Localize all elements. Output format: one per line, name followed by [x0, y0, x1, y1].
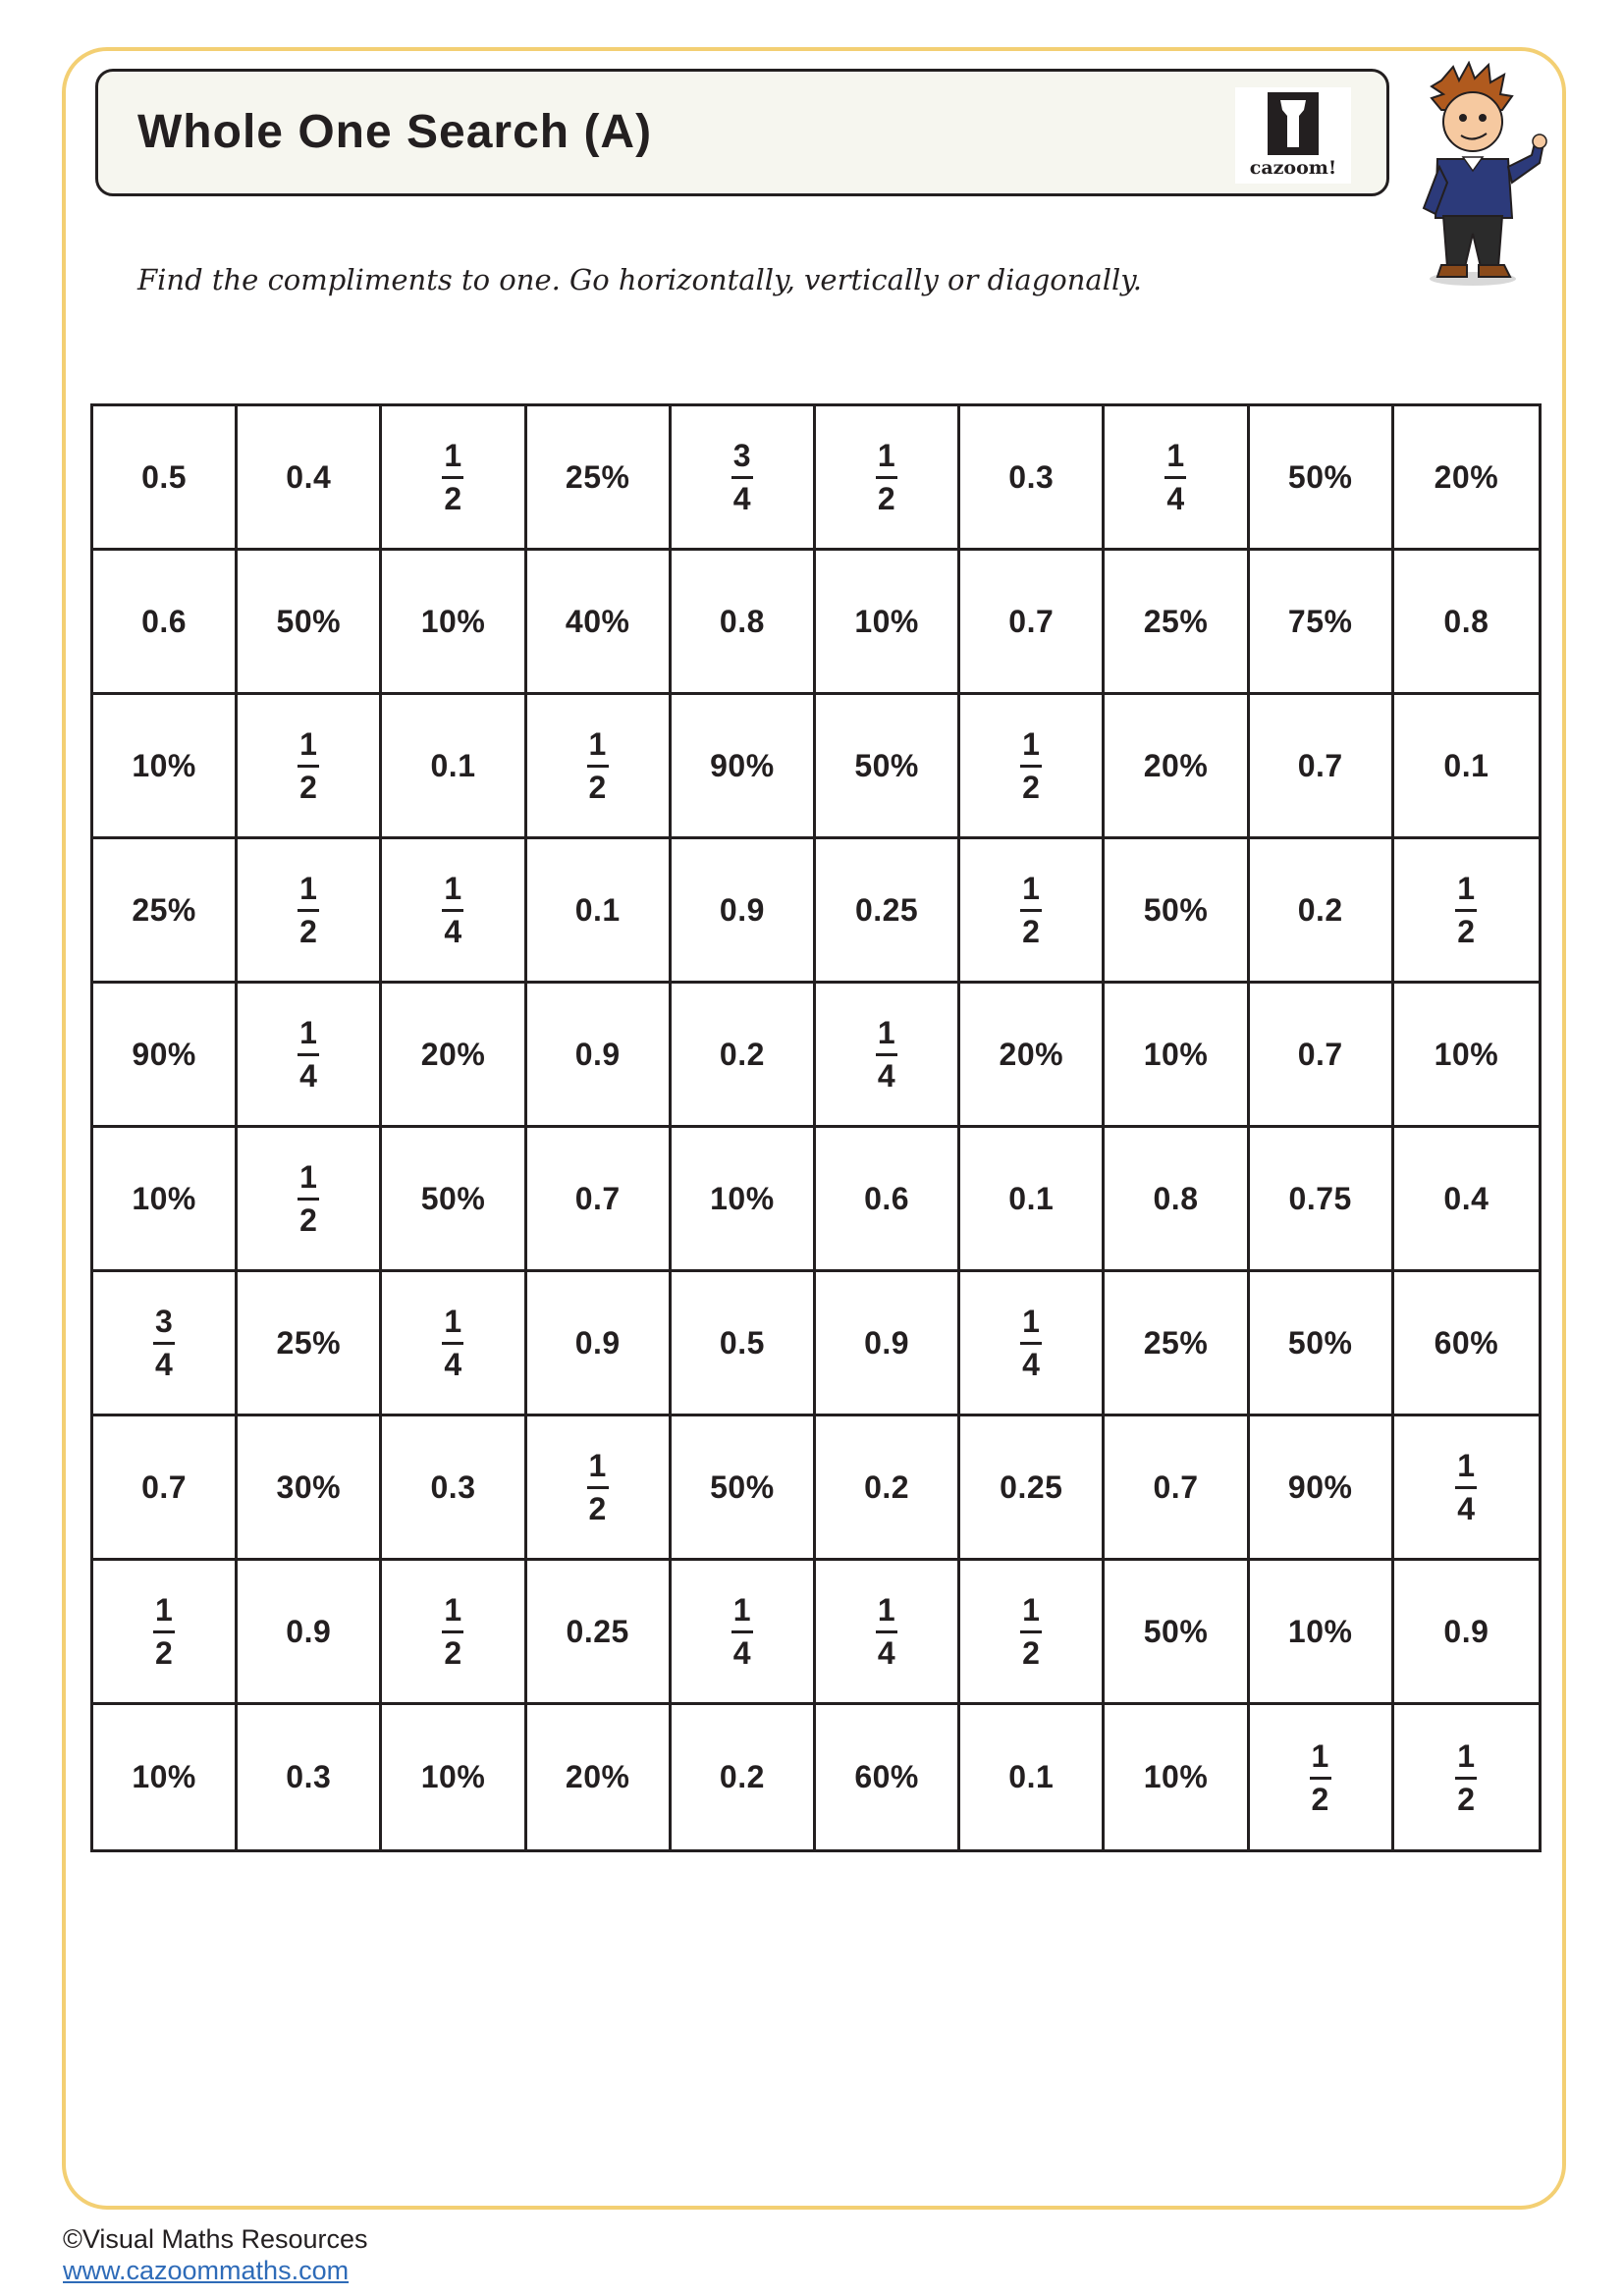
fraction-bar: [587, 765, 609, 768]
fraction-bar: [298, 1053, 319, 1056]
cell-value: 0.8: [1153, 1180, 1199, 1216]
grid-cell[interactable]: [960, 1128, 1105, 1272]
fraction-bar: [442, 476, 463, 479]
grid-cell[interactable]: [672, 695, 816, 839]
fraction-numerator: 1: [588, 726, 607, 762]
fraction-denominator: 2: [1022, 1635, 1041, 1671]
cell-value: 0.1: [1008, 1180, 1055, 1216]
cell-value: 10%: [710, 1180, 775, 1216]
cell-value: 0.7: [1153, 1468, 1199, 1505]
cell-value: 0.9: [864, 1324, 910, 1361]
grid-cell[interactable]: [816, 984, 960, 1128]
cell-value: 50%: [1287, 1324, 1353, 1361]
cell-value: 25%: [1143, 1324, 1209, 1361]
grid-cell[interactable]: [238, 551, 382, 695]
cell-value: 0.2: [719, 1036, 765, 1072]
cell-value: 0.3: [1008, 458, 1055, 495]
cell-value: 50%: [854, 747, 919, 783]
grid-cell[interactable]: [1105, 1272, 1249, 1416]
grid-cell[interactable]: [527, 551, 672, 695]
grid-cell[interactable]: [816, 551, 960, 695]
fraction-numerator: 3: [732, 438, 752, 473]
cell-value: 0.9: [286, 1613, 332, 1649]
grid-cell[interactable]: [960, 406, 1105, 551]
cell-value: 0.7: [141, 1468, 188, 1505]
cell-value: 0.4: [1443, 1180, 1489, 1216]
grid-cell[interactable]: [382, 406, 526, 551]
grid-cell[interactable]: [527, 1705, 672, 1849]
fraction-denominator: 2: [299, 770, 318, 805]
fraction-numerator: 1: [1022, 1592, 1041, 1628]
cell-value: 0.5: [719, 1324, 765, 1361]
grid-cell[interactable]: [672, 984, 816, 1128]
grid-cell[interactable]: [1250, 839, 1394, 984]
cell-value: 0.1: [1008, 1759, 1055, 1794]
fraction-bar: [1455, 1486, 1477, 1489]
cell-value: 0.8: [1443, 603, 1489, 639]
grid-cell[interactable]: [93, 1705, 238, 1849]
grid-cell[interactable]: [382, 839, 526, 984]
cell-value: 10%: [1143, 1036, 1209, 1072]
grid-cell[interactable]: [238, 695, 382, 839]
fraction-numerator: 1: [444, 1592, 462, 1628]
cell-value: 0.25: [1000, 1468, 1063, 1505]
grid-cell[interactable]: [527, 1128, 672, 1272]
fraction-numerator: 1: [1022, 1304, 1041, 1339]
fraction-denominator: 2: [877, 481, 896, 516]
cell-value: 60%: [1434, 1324, 1499, 1361]
fraction: [442, 1594, 463, 1669]
fraction-denominator: 2: [1311, 1781, 1329, 1817]
fraction: [1020, 1306, 1042, 1380]
fraction-bar: [442, 909, 463, 912]
fraction: [298, 873, 319, 947]
fraction-denominator: 2: [444, 1635, 462, 1671]
fraction: [153, 1306, 175, 1380]
fraction: [298, 1017, 319, 1092]
grid-cell[interactable]: [93, 1561, 238, 1705]
cell-value: 50%: [1143, 891, 1209, 928]
fraction-bar: [153, 1630, 175, 1633]
grid-cell[interactable]: [672, 551, 816, 695]
fraction-bar: [298, 1198, 319, 1201]
cell-value: 10%: [1434, 1036, 1499, 1072]
cell-value: 90%: [710, 747, 775, 783]
grid-cell[interactable]: [93, 551, 238, 695]
fraction: [876, 1017, 897, 1092]
grid-cell[interactable]: [93, 695, 238, 839]
cell-value: 25%: [132, 891, 196, 928]
grid-cell[interactable]: [1250, 1128, 1394, 1272]
grid-cell[interactable]: [1250, 1272, 1394, 1416]
fraction: [876, 1594, 897, 1669]
cell-value: 50%: [710, 1468, 775, 1505]
fraction-bar: [876, 1630, 897, 1633]
grid-cell[interactable]: [527, 1272, 672, 1416]
fraction-denominator: 4: [444, 1347, 462, 1382]
grid-cell[interactable]: [1394, 1416, 1539, 1561]
cell-value: 40%: [565, 603, 630, 639]
cell-value: 0.1: [430, 747, 476, 783]
grid-cell[interactable]: [672, 1416, 816, 1561]
cell-value: 10%: [420, 1759, 486, 1794]
fraction-denominator: 4: [444, 914, 462, 949]
fraction-numerator: 1: [444, 871, 462, 906]
grid-cell[interactable]: [238, 1416, 382, 1561]
fraction-numerator: 1: [877, 1592, 896, 1628]
grid-cell[interactable]: [382, 551, 526, 695]
grid-cell[interactable]: [816, 1416, 960, 1561]
grid-cell[interactable]: [527, 839, 672, 984]
grid-cell[interactable]: [1105, 1128, 1249, 1272]
cell-value: 75%: [1287, 603, 1353, 639]
grid-cell[interactable]: [93, 984, 238, 1128]
fraction-numerator: 1: [877, 1015, 896, 1050]
cell-value: 20%: [565, 1759, 630, 1794]
cell-value: 0.7: [574, 1180, 621, 1216]
grid-cell[interactable]: [527, 1561, 672, 1705]
fraction-numerator: 1: [299, 1015, 318, 1050]
grid-cell[interactable]: [816, 839, 960, 984]
grid-cell[interactable]: [238, 406, 382, 551]
grid-cell[interactable]: [672, 1128, 816, 1272]
grid-cell[interactable]: [960, 1561, 1105, 1705]
grid-cell[interactable]: [1250, 984, 1394, 1128]
fraction-numerator: 3: [154, 1304, 174, 1339]
grid-cell[interactable]: [93, 1272, 238, 1416]
grid-cell[interactable]: [382, 1272, 526, 1416]
grid-cell[interactable]: [238, 1561, 382, 1705]
fraction-numerator: 1: [299, 1159, 318, 1195]
grid-cell[interactable]: [1394, 551, 1539, 695]
cell-value: 0.2: [719, 1759, 765, 1794]
fraction: [1455, 1737, 1477, 1817]
cell-value: 90%: [1287, 1468, 1353, 1505]
fraction-denominator: 2: [299, 914, 318, 949]
grid-cell[interactable]: [1105, 1416, 1249, 1561]
cell-value: 0.9: [1443, 1613, 1489, 1649]
fraction-bar: [731, 1630, 753, 1633]
grid-cell[interactable]: [1250, 1705, 1394, 1849]
fraction-bar: [1020, 765, 1042, 768]
fraction-denominator: 2: [299, 1202, 318, 1238]
fraction-denominator: 2: [1457, 1781, 1476, 1817]
fraction: [442, 873, 463, 947]
fraction-denominator: 4: [154, 1347, 174, 1382]
grid-cell[interactable]: [960, 1272, 1105, 1416]
fraction-denominator: 2: [588, 770, 607, 805]
grid-cell[interactable]: [672, 839, 816, 984]
fraction: [1020, 873, 1042, 947]
fraction-numerator: 1: [1166, 438, 1185, 473]
fraction-denominator: 4: [299, 1058, 318, 1094]
fraction-bar: [1455, 909, 1477, 912]
fraction-denominator: 2: [1457, 914, 1476, 949]
fraction-denominator: 4: [732, 481, 752, 516]
cell-value: 25%: [565, 458, 630, 495]
grid-cell[interactable]: [1250, 551, 1394, 695]
fraction-bar: [153, 1342, 175, 1345]
grid-cell[interactable]: [382, 1705, 526, 1849]
grid-cell[interactable]: [382, 984, 526, 1128]
cell-value: 10%: [854, 603, 919, 639]
grid-cell[interactable]: [93, 839, 238, 984]
grid-cell[interactable]: [1105, 984, 1249, 1128]
fraction-bar: [1020, 909, 1042, 912]
cell-value: 0.5: [141, 458, 188, 495]
grid-cell[interactable]: [93, 406, 238, 551]
grid-cell[interactable]: [382, 695, 526, 839]
grid-cell[interactable]: [238, 839, 382, 984]
grid-cell[interactable]: [1250, 695, 1394, 839]
cell-value: 0.1: [574, 891, 621, 928]
cell-value: 25%: [276, 1324, 342, 1361]
grid-cell[interactable]: [960, 1705, 1105, 1849]
fraction-bar: [1310, 1777, 1331, 1780]
cell-value: 0.6: [864, 1180, 910, 1216]
fraction-bar: [442, 1342, 463, 1345]
fraction-bar: [298, 765, 319, 768]
grid-cell[interactable]: [672, 1561, 816, 1705]
fraction: [153, 1594, 175, 1669]
grid-cell[interactable]: [527, 1416, 672, 1561]
grid-cell[interactable]: [816, 1561, 960, 1705]
cell-value: 0.8: [719, 603, 765, 639]
fraction-denominator: 2: [588, 1491, 607, 1526]
fraction-numerator: 1: [732, 1592, 752, 1628]
cell-value: 0.3: [286, 1759, 332, 1794]
grid-cell[interactable]: [960, 984, 1105, 1128]
cell-value: 30%: [276, 1468, 342, 1505]
boy-mascot-icon: [1402, 61, 1549, 287]
cell-value: 50%: [420, 1180, 486, 1216]
fraction: [1020, 728, 1042, 803]
grid-cell[interactable]: [527, 695, 672, 839]
grid-cell[interactable]: [672, 1705, 816, 1849]
grid-cell[interactable]: [1105, 551, 1249, 695]
grid-cell[interactable]: [816, 406, 960, 551]
grid-cell[interactable]: [816, 1128, 960, 1272]
grid-cell[interactable]: [960, 839, 1105, 984]
fraction: [298, 1161, 319, 1236]
grid-cell[interactable]: [527, 984, 672, 1128]
grid-cell[interactable]: [1250, 406, 1394, 551]
number-search-grid: [90, 403, 1542, 1852]
cell-value: 0.9: [574, 1036, 621, 1072]
grid-cell[interactable]: [1105, 406, 1249, 551]
grid-cell[interactable]: [1250, 1416, 1394, 1561]
fraction-numerator: 1: [1022, 871, 1041, 906]
fraction-numerator: 1: [1457, 871, 1476, 906]
cell-value: 0.4: [286, 458, 332, 495]
cell-value: 60%: [854, 1759, 919, 1794]
fraction: [1455, 1450, 1477, 1524]
grid-cell[interactable]: [816, 695, 960, 839]
cell-value: 10%: [132, 1180, 196, 1216]
logo-brand-text: cazoom!: [1249, 157, 1337, 179]
cell-value: 0.7: [1297, 1036, 1343, 1072]
cell-value: 0.3: [430, 1468, 476, 1505]
cell-value: 0.9: [719, 891, 765, 928]
fraction-numerator: 1: [154, 1592, 174, 1628]
fraction: [1020, 1594, 1042, 1669]
fraction-bar: [1164, 476, 1186, 479]
cell-value: 90%: [132, 1036, 196, 1072]
grid-cell[interactable]: [238, 1705, 382, 1849]
cell-value: 0.7: [1008, 603, 1055, 639]
fraction-numerator: 1: [444, 438, 462, 473]
cell-value: 0.75: [1288, 1180, 1352, 1216]
cell-value: 20%: [1434, 458, 1499, 495]
fraction-bar: [876, 476, 897, 479]
grid-cell[interactable]: [382, 1416, 526, 1561]
cell-value: 10%: [420, 603, 486, 639]
fraction: [876, 440, 897, 514]
fraction-numerator: 1: [877, 438, 896, 473]
fraction-bar: [1020, 1630, 1042, 1633]
grid-cell[interactable]: [93, 1128, 238, 1272]
footer-copyright: ©Visual Maths Resources: [63, 2224, 368, 2254]
grid-cell[interactable]: [527, 406, 672, 551]
cell-value: 0.25: [566, 1613, 629, 1649]
fraction: [731, 1594, 753, 1669]
grid-cell[interactable]: [672, 1272, 816, 1416]
grid-cell[interactable]: [960, 551, 1105, 695]
grid-cell[interactable]: [1394, 1705, 1539, 1849]
cell-value: 25%: [1143, 603, 1209, 639]
cell-value: 0.2: [1297, 891, 1343, 928]
grid-cell[interactable]: [1394, 1128, 1539, 1272]
fraction: [1310, 1737, 1331, 1817]
fraction-bar: [1455, 1777, 1477, 1780]
cell-value: 10%: [132, 747, 196, 783]
grid-cell[interactable]: [816, 1272, 960, 1416]
cell-value: 50%: [276, 603, 342, 639]
grid-cell[interactable]: [816, 1705, 960, 1849]
cell-value: 10%: [132, 1759, 196, 1794]
fraction: [587, 1450, 609, 1524]
cell-value: 20%: [999, 1036, 1064, 1072]
grid-cell[interactable]: [238, 984, 382, 1128]
fraction-denominator: 4: [1457, 1491, 1476, 1526]
grid-cell[interactable]: [1394, 406, 1539, 551]
fraction-denominator: 4: [732, 1635, 752, 1671]
page-title: Whole One Search (A): [137, 106, 653, 158]
fraction-denominator: 2: [154, 1635, 174, 1671]
instructions-text: Find the compliments to one. Go horizontally, vertically or diagonally.: [137, 263, 1143, 296]
fraction: [1164, 440, 1186, 514]
grid-cell[interactable]: [1105, 839, 1249, 984]
grid-cell[interactable]: [1394, 984, 1539, 1128]
grid-cell[interactable]: [672, 406, 816, 551]
grid-cell[interactable]: [1394, 1561, 1539, 1705]
fraction: [1455, 873, 1477, 947]
fraction-bar: [876, 1053, 897, 1056]
cell-value: 20%: [420, 1036, 486, 1072]
fraction-bar: [1020, 1342, 1042, 1345]
cell-value: 10%: [1143, 1759, 1209, 1794]
fraction-bar: [298, 909, 319, 912]
cell-value: 0.7: [1297, 747, 1343, 783]
fraction-numerator: 1: [1457, 1737, 1476, 1774]
grid-cell[interactable]: [960, 1416, 1105, 1561]
title-banner: [95, 69, 1389, 196]
fraction-numerator: 1: [1457, 1448, 1476, 1483]
fraction-denominator: 4: [1022, 1347, 1041, 1382]
fraction-numerator: 1: [1022, 726, 1041, 762]
fraction-bar: [731, 476, 753, 479]
footer-website-link[interactable]: www.cazoommaths.com: [63, 2256, 350, 2285]
cell-value: 0.25: [854, 891, 919, 928]
fraction: [298, 728, 319, 803]
cell-value: 50%: [1143, 1613, 1209, 1649]
grid-cell[interactable]: [382, 1561, 526, 1705]
grid-cell[interactable]: [1394, 695, 1539, 839]
cell-value: 0.9: [574, 1324, 621, 1361]
grid-cell[interactable]: [238, 1128, 382, 1272]
fraction: [587, 728, 609, 803]
cell-value: 10%: [1287, 1613, 1353, 1649]
grid-cell[interactable]: [1105, 1705, 1249, 1849]
fraction-denominator: 4: [877, 1058, 896, 1094]
fraction-denominator: 4: [877, 1635, 896, 1671]
fraction-denominator: 2: [444, 481, 462, 516]
grid-cell[interactable]: [93, 1416, 238, 1561]
fraction: [442, 440, 463, 514]
grid-cell[interactable]: [1250, 1561, 1394, 1705]
cell-value: 0.6: [141, 603, 188, 639]
fraction-bar: [442, 1630, 463, 1633]
fraction-numerator: 1: [299, 726, 318, 762]
fraction-bar: [587, 1486, 609, 1489]
grid-cell[interactable]: [238, 1272, 382, 1416]
fraction-numerator: 1: [588, 1448, 607, 1483]
fraction: [442, 1306, 463, 1380]
grid-cell[interactable]: [1394, 1272, 1539, 1416]
fraction-denominator: 4: [1166, 481, 1185, 516]
grid-cell[interactable]: [960, 695, 1105, 839]
cell-value: 20%: [1143, 747, 1209, 783]
fraction: [731, 440, 753, 514]
fraction-numerator: 1: [1311, 1737, 1329, 1774]
grid-cell[interactable]: [1105, 695, 1249, 839]
cell-value: 0.2: [864, 1468, 910, 1505]
fraction-denominator: 2: [1022, 770, 1041, 805]
grid-cell[interactable]: [1394, 839, 1539, 984]
cell-value: 50%: [1287, 458, 1353, 495]
fraction-denominator: 2: [1022, 914, 1041, 949]
grid-cell[interactable]: [1105, 1561, 1249, 1705]
fraction-numerator: 1: [299, 871, 318, 906]
grid-cell[interactable]: [382, 1128, 526, 1272]
cell-value: 0.1: [1443, 747, 1489, 783]
fraction-numerator: 1: [444, 1304, 462, 1339]
